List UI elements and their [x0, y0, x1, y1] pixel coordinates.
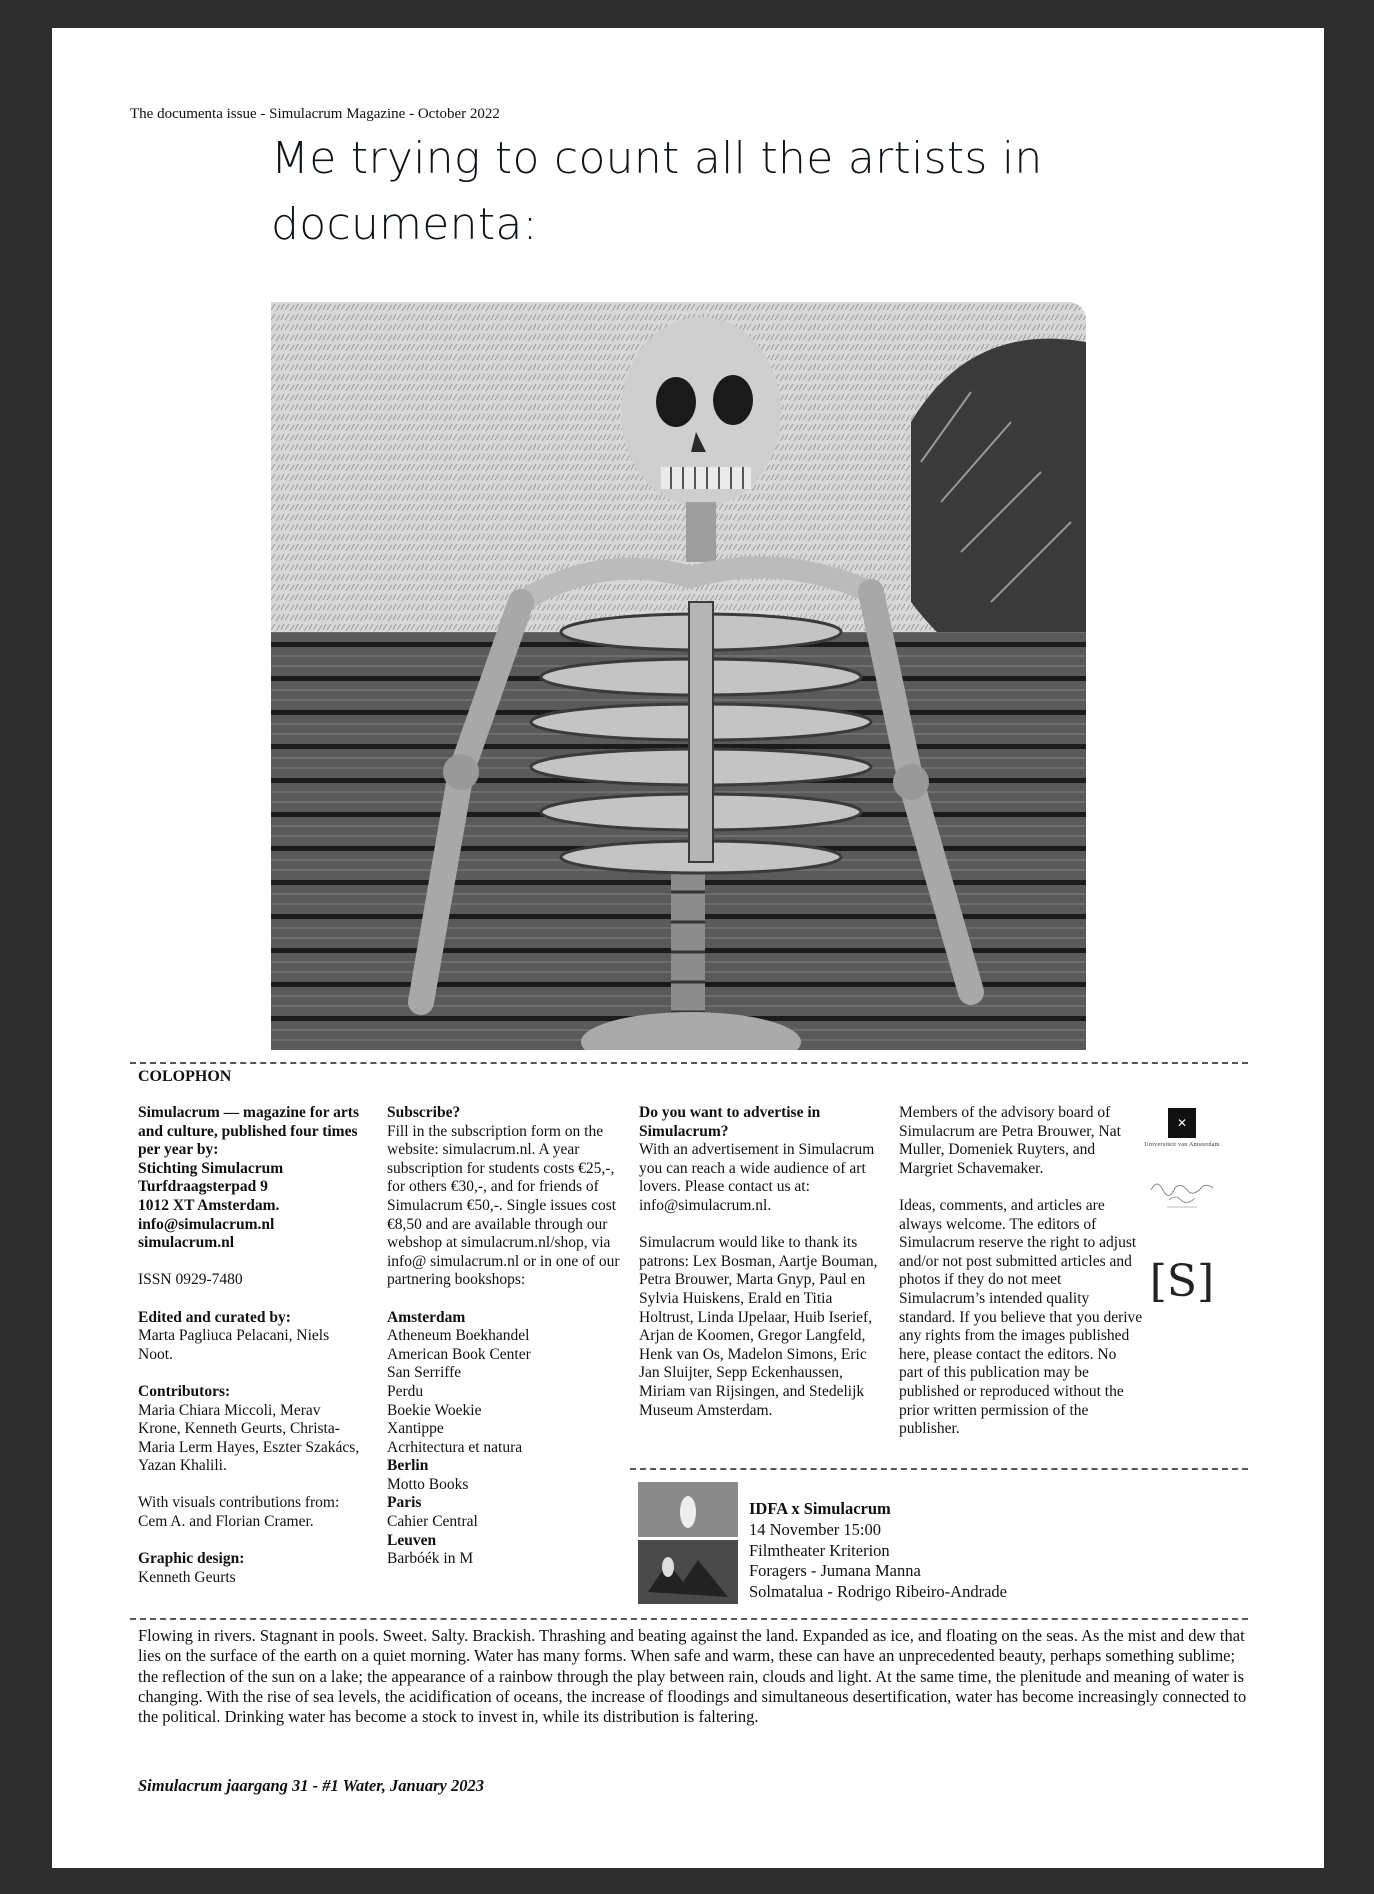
divider: [630, 1468, 1248, 1470]
colophon-heading: COLOPHON: [138, 1068, 232, 1085]
event-film-1: Foragers - Jumana Manna: [749, 1561, 921, 1581]
subscribe-heading: Subscribe?: [387, 1104, 461, 1121]
divider: [130, 1062, 1248, 1064]
issue-introduction: Flowing in rivers. Stagnant in pools. Sweet. Salty. Brackish. Thrashing and beating against the land. Expanded as ice, and floating on the seas. As the mist and dew that lies on the surface of the earth on a quiet morning. Water has many forms. When safe and warm, these can have an unprecedented beauty, perhaps something sublime; the reflection of the sun on a lake; the appearance of a rainbow through the play between rain, clouds and light. At the same time, the plenitude and meaning of water is changing. With the rise of sea levels, the acidification of oceans, the increase of floodings and simultaneous desertification, water has become increasingly connected to the political. Drinking water has become a stock to invest in, while its distribution is faltering.: [138, 1626, 1247, 1727]
editorial-notice: Ideas, comments, and articles are always welcome. The editors of Simulacrum reserve the right to adjust and/or not post submitted articles and photos if they do not meet Simulacrum’s intended quality standard. If you believe that you derive any rights from the images published here, please contact the editors. No part of this publication may be published or reproduced without the prior written permission of the publisher.: [899, 1196, 1143, 1438]
patrons-text: Simulacrum would like to thank its patrons: Lex Bosman, Aartje Bouman, Petra Brouwer, Marta Gnyp, Paul en Sylvia Huiskens, Erald en Titia Holtrust, Linda IJpelaar, Huib Iserief, Arjan de Koomen, Gregor Langfeld, Henk van Os, Madelon Simons, Eric Jan Sluijter, Sepp Eckenhaussen, Miriam van Rijsingen, and Stedelijk Museum Amsterdam.: [639, 1234, 878, 1419]
city-amsterdam: Amsterdam: [387, 1308, 466, 1326]
signature-scribble-icon: [1147, 1176, 1217, 1210]
colophon-column-subscribe: [387, 1104, 622, 1569]
uva-logo: [1132, 1108, 1232, 1148]
running-header: The documenta issue - Simulacrum Magazine - October 2022: [130, 106, 500, 122]
uva-shield-icon: ✕: [1168, 1108, 1196, 1138]
colophon-column-board: [899, 1104, 1144, 1457]
advertise-text: With an advertisement in Simulacrum you can reach a wide audience of art lovers. Please contact us at: info@simulacrum.nl.: [639, 1141, 875, 1214]
issn: ISSN 0929-7480: [138, 1271, 243, 1289]
shops-amsterdam: Atheneum Boekhandel American Book Center San Serriffe Perdu Boekie Woekie Xantippe Acrhitectura et natura: [387, 1327, 531, 1456]
contributors-heading: Contributors:: [138, 1382, 231, 1400]
shops-leuven: Barbóék in M: [387, 1550, 474, 1568]
design-heading: Graphic design:: [138, 1550, 245, 1568]
advisory-board: Members of the advisory board of Simulacrum are Petra Brouwer, Nat Muller, Domeniek Ruyters, and Margriet Schavemaker.: [899, 1104, 1121, 1177]
meme-caption: Me trying to count all the artists in documenta:: [271, 133, 1043, 250]
city-berlin: Berlin: [387, 1457, 429, 1475]
edited-heading: Edited and curated by:: [138, 1308, 291, 1326]
shops-paris: Cahier Central: [387, 1513, 478, 1531]
visual-contributors: With visuals contributions from: Cem A. and Florian Cramer.: [138, 1494, 340, 1531]
issue-footer: Simulacrum jaargang 31 - #1 Water, January 2023: [138, 1776, 484, 1795]
event-title: IDFA x Simulacrum: [749, 1499, 891, 1518]
designer: Kenneth Geurts: [138, 1568, 236, 1586]
event-thumbnail: [638, 1482, 738, 1604]
city-paris: Paris: [387, 1494, 422, 1512]
divider: [130, 1618, 1248, 1620]
simulacrum-logo: [S]: [1149, 1256, 1215, 1307]
uva-wordmark: Universiteit van Amsterdam: [1144, 1142, 1220, 1148]
colophon-column-publisher: [138, 1104, 363, 1606]
city-leuven: Leuven: [387, 1531, 437, 1549]
contributors: Maria Chiara Miccoli, Merav Krone, Kenneth Geurts, Christa-Maria Lerm Hayes, Eszter Szakács, Yazan Khalili.: [138, 1401, 360, 1475]
advertise-heading: Do you want to advertise in Simulacrum?: [639, 1104, 821, 1140]
event-film-2: Solmatalua - Rodrigo Ribeiro-Andrade: [749, 1582, 1007, 1602]
shops-berlin: Motto Books: [387, 1475, 469, 1493]
event-venue: Filmtheater Kriterion: [749, 1540, 890, 1560]
skeleton-photo: [271, 302, 1086, 1050]
event-date: 14 November 15:00: [749, 1519, 881, 1539]
editors: Marta Pagliuca Pelacani, Niels Noot.: [138, 1327, 330, 1363]
film-still-image: [638, 1482, 738, 1604]
subscribe-text: Fill in the subscription form on the website: simulacrum.nl. A year subscription for students costs €25,-, for others €30,-, and for friends of Simulacrum €50,-. Single issues cost €8,50 and are available through our webshop at simulacrum.nl/shop, via info@ simulacrum.nl or in one of our partnering bookshops:: [387, 1122, 620, 1289]
magazine-page: [52, 28, 1324, 1868]
publisher-info: Simulacrum — magazine for arts and culture, published four times per year by: Stichting Simulacrum Turfdraagsterpad 9 1012 XT Amsterdam. info@simulacrum.nl simulacrum.nl: [138, 1104, 359, 1252]
event-details: [749, 1499, 1007, 1603]
signature-logo: [1132, 1176, 1232, 1214]
sponsor-logos: [1132, 1108, 1232, 1307]
skeleton-illustration: [271, 302, 1086, 1050]
colophon-column-advertise: [639, 1104, 884, 1439]
